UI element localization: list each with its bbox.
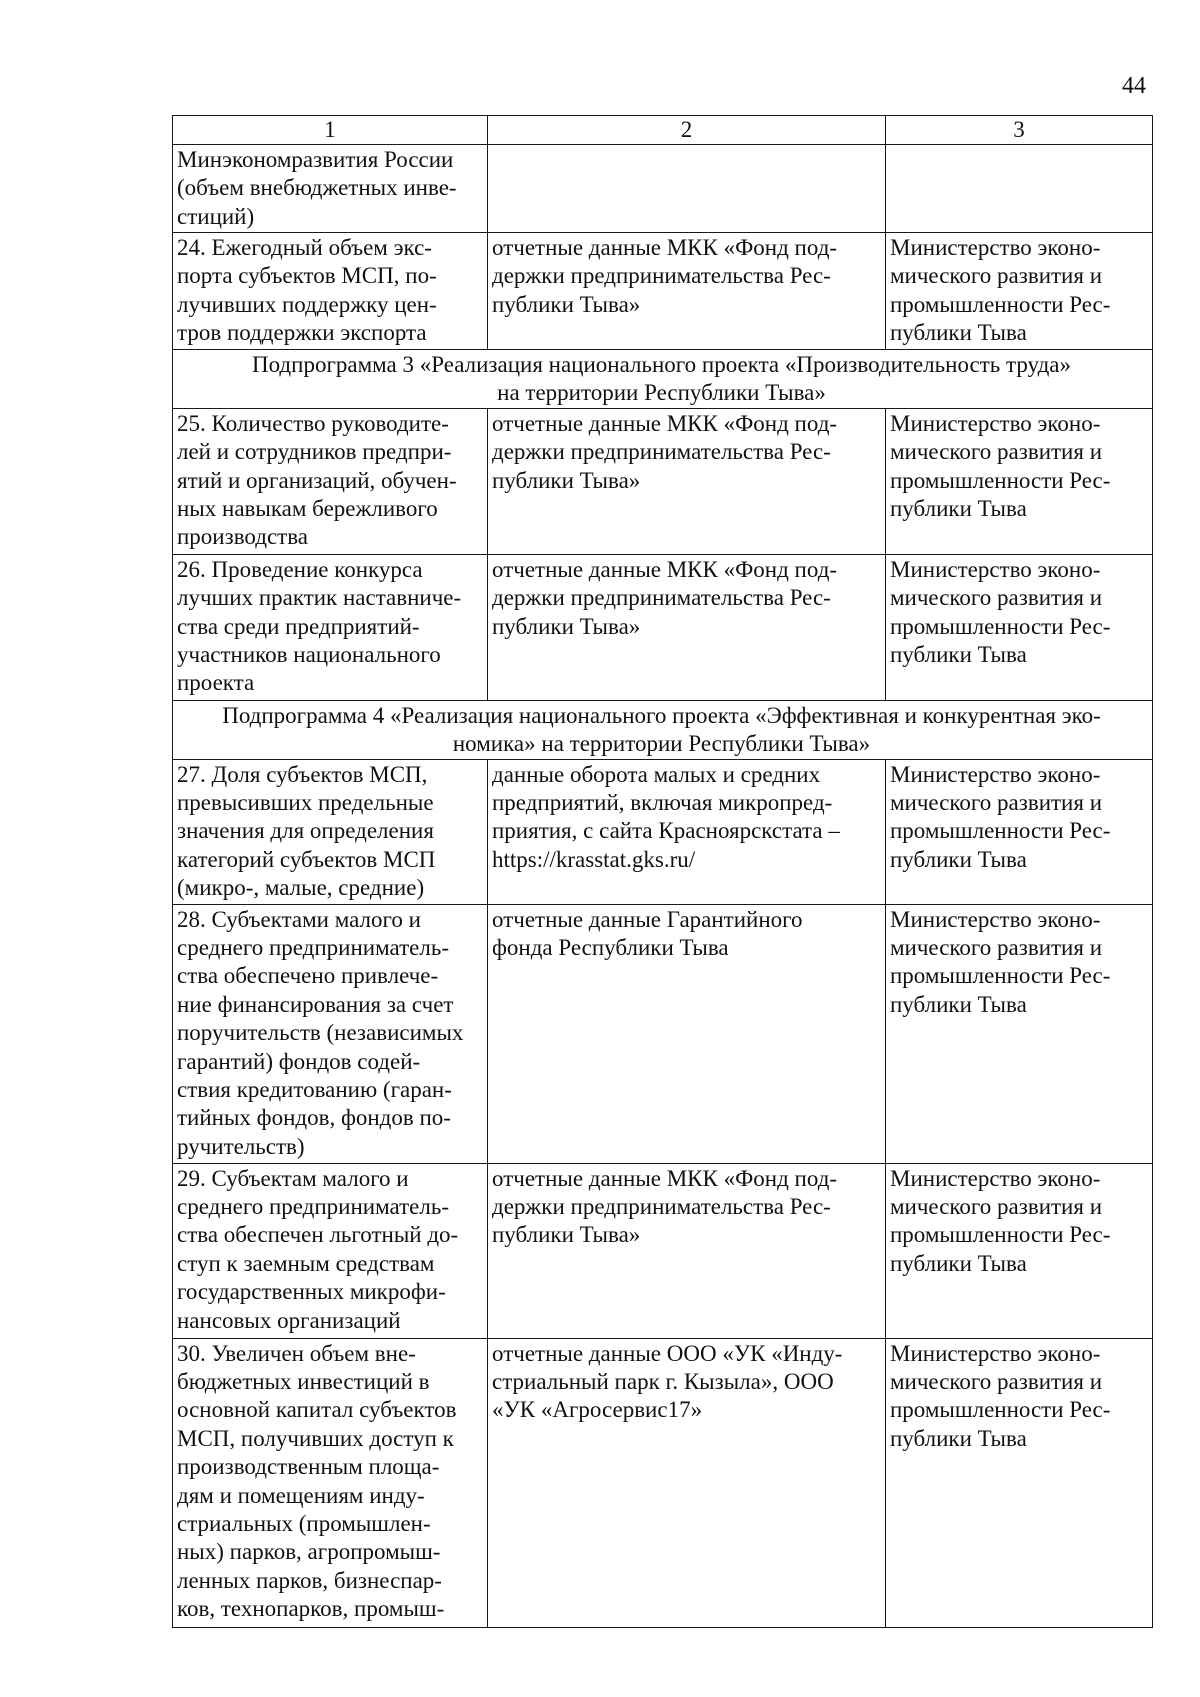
indicator-cell: 24. Ежегодный объем экс- порта субъектов МСП, по- лучивших поддержку цен- тров поддержки экспорта xyxy=(173,233,488,350)
indicator-cell: 26. Проведение конкурса лучших практик наставниче- ства среди предприятий- участников национального проекта xyxy=(173,554,488,700)
table-header-row xyxy=(173,116,1153,145)
column-header: 2 xyxy=(488,116,886,145)
responsible-cell: Министерство эконо- мического развития и промышленности Рес- публики Тыва xyxy=(886,408,1153,554)
indicators-table xyxy=(172,115,1153,1628)
responsible-cell: Министерство эконо- мического развития и промышленности Рес- публики Тыва xyxy=(886,1338,1153,1627)
source-cell: отчетные данные МКК «Фонд под- держки предпринимательства Рес- публики Тыва» xyxy=(488,408,886,554)
table-row xyxy=(173,145,1153,233)
indicator-cell: Минэкономразвития России (объем внебюджетных инве- стиций) xyxy=(173,145,488,233)
responsible-cell: Министерство эконо- мического развития и промышленности Рес- публики Тыва xyxy=(886,1163,1153,1338)
subprogram-heading: Подпрограмма 4 «Реализация национального проекта «Эффективная и конкурентная эко- номика» на территории Республики Тыва» xyxy=(173,700,1153,759)
source-cell: отчетные данные МКК «Фонд под- держки предпринимательства Рес- публики Тыва» xyxy=(488,554,886,700)
indicator-cell: 29. Субъектам малого и среднего предприниматель- ства обеспечен льготный до- ступ к заемным средствам государственных микрофи- нансовых организаций xyxy=(173,1163,488,1338)
table-row xyxy=(173,904,1153,1163)
subprogram-row xyxy=(173,350,1153,409)
responsible-cell xyxy=(886,145,1153,233)
subprogram-heading: Подпрограмма 3 «Реализация национального проекта «Производительность труда» на территории Республики Тыва» xyxy=(173,350,1153,409)
column-header: 3 xyxy=(886,116,1153,145)
table-row xyxy=(173,759,1153,904)
source-cell: отчетные данные МКК «Фонд под- держки предпринимательства Рес- публики Тыва» xyxy=(488,233,886,350)
table-row xyxy=(173,554,1153,700)
source-cell: отчетные данные МКК «Фонд под- держки предпринимательства Рес- публики Тыва» xyxy=(488,1163,886,1338)
column-header: 1 xyxy=(173,116,488,145)
table-row xyxy=(173,408,1153,554)
source-cell: отчетные данные Гарантийного фонда Республики Тыва xyxy=(488,904,886,1163)
responsible-cell: Министерство эконо- мического развития и промышленности Рес- публики Тыва xyxy=(886,233,1153,350)
indicator-cell: 28. Субъектами малого и среднего предприниматель- ства обеспечено привлече- ние финансирования за счет поручительств (независимых гарантий) фондов содей- ствия кредитованию (гаран- тийных фондов, фондов по- ручительств) xyxy=(173,904,488,1163)
source-cell xyxy=(488,145,886,233)
indicator-cell: 25. Количество руководите- лей и сотрудников предпри- ятий и организаций, обучен- ных навыкам бережливого производства xyxy=(173,408,488,554)
table-row xyxy=(173,233,1153,350)
responsible-cell: Министерство эконо- мического развития и промышленности Рес- публики Тыва xyxy=(886,554,1153,700)
subprogram-row xyxy=(173,700,1153,759)
page-number: 44 xyxy=(1122,73,1146,99)
indicator-cell: 30. Увеличен объем вне- бюджетных инвестиций в основной капитал субъектов МСП, получивших доступ к производственным площа- дям и помещениям инду- стриальных (промышлен- ных) парков, агропромыш- ленных парков, бизнеспар- ков, технопарков, промыш- xyxy=(173,1338,488,1627)
table-row xyxy=(173,1163,1153,1338)
source-cell: данные оборота малых и средних предприятий, включая микропред- приятия, с сайта Красноярскстата – https://krasstat.gks.ru/ xyxy=(488,759,886,904)
responsible-cell: Министерство эконо- мического развития и промышленности Рес- публики Тыва xyxy=(886,759,1153,904)
source-cell: отчетные данные ООО «УК «Инду- стриальный парк г. Кызыла», ООО «УК «Агросервис17» xyxy=(488,1338,886,1627)
table-row xyxy=(173,1338,1153,1627)
responsible-cell: Министерство эконо- мического развития и промышленности Рес- публики Тыва xyxy=(886,904,1153,1163)
indicator-cell: 27. Доля субъектов МСП, превысивших предельные значения для определения категорий субъектов МСП (микро-, малые, средние) xyxy=(173,759,488,904)
